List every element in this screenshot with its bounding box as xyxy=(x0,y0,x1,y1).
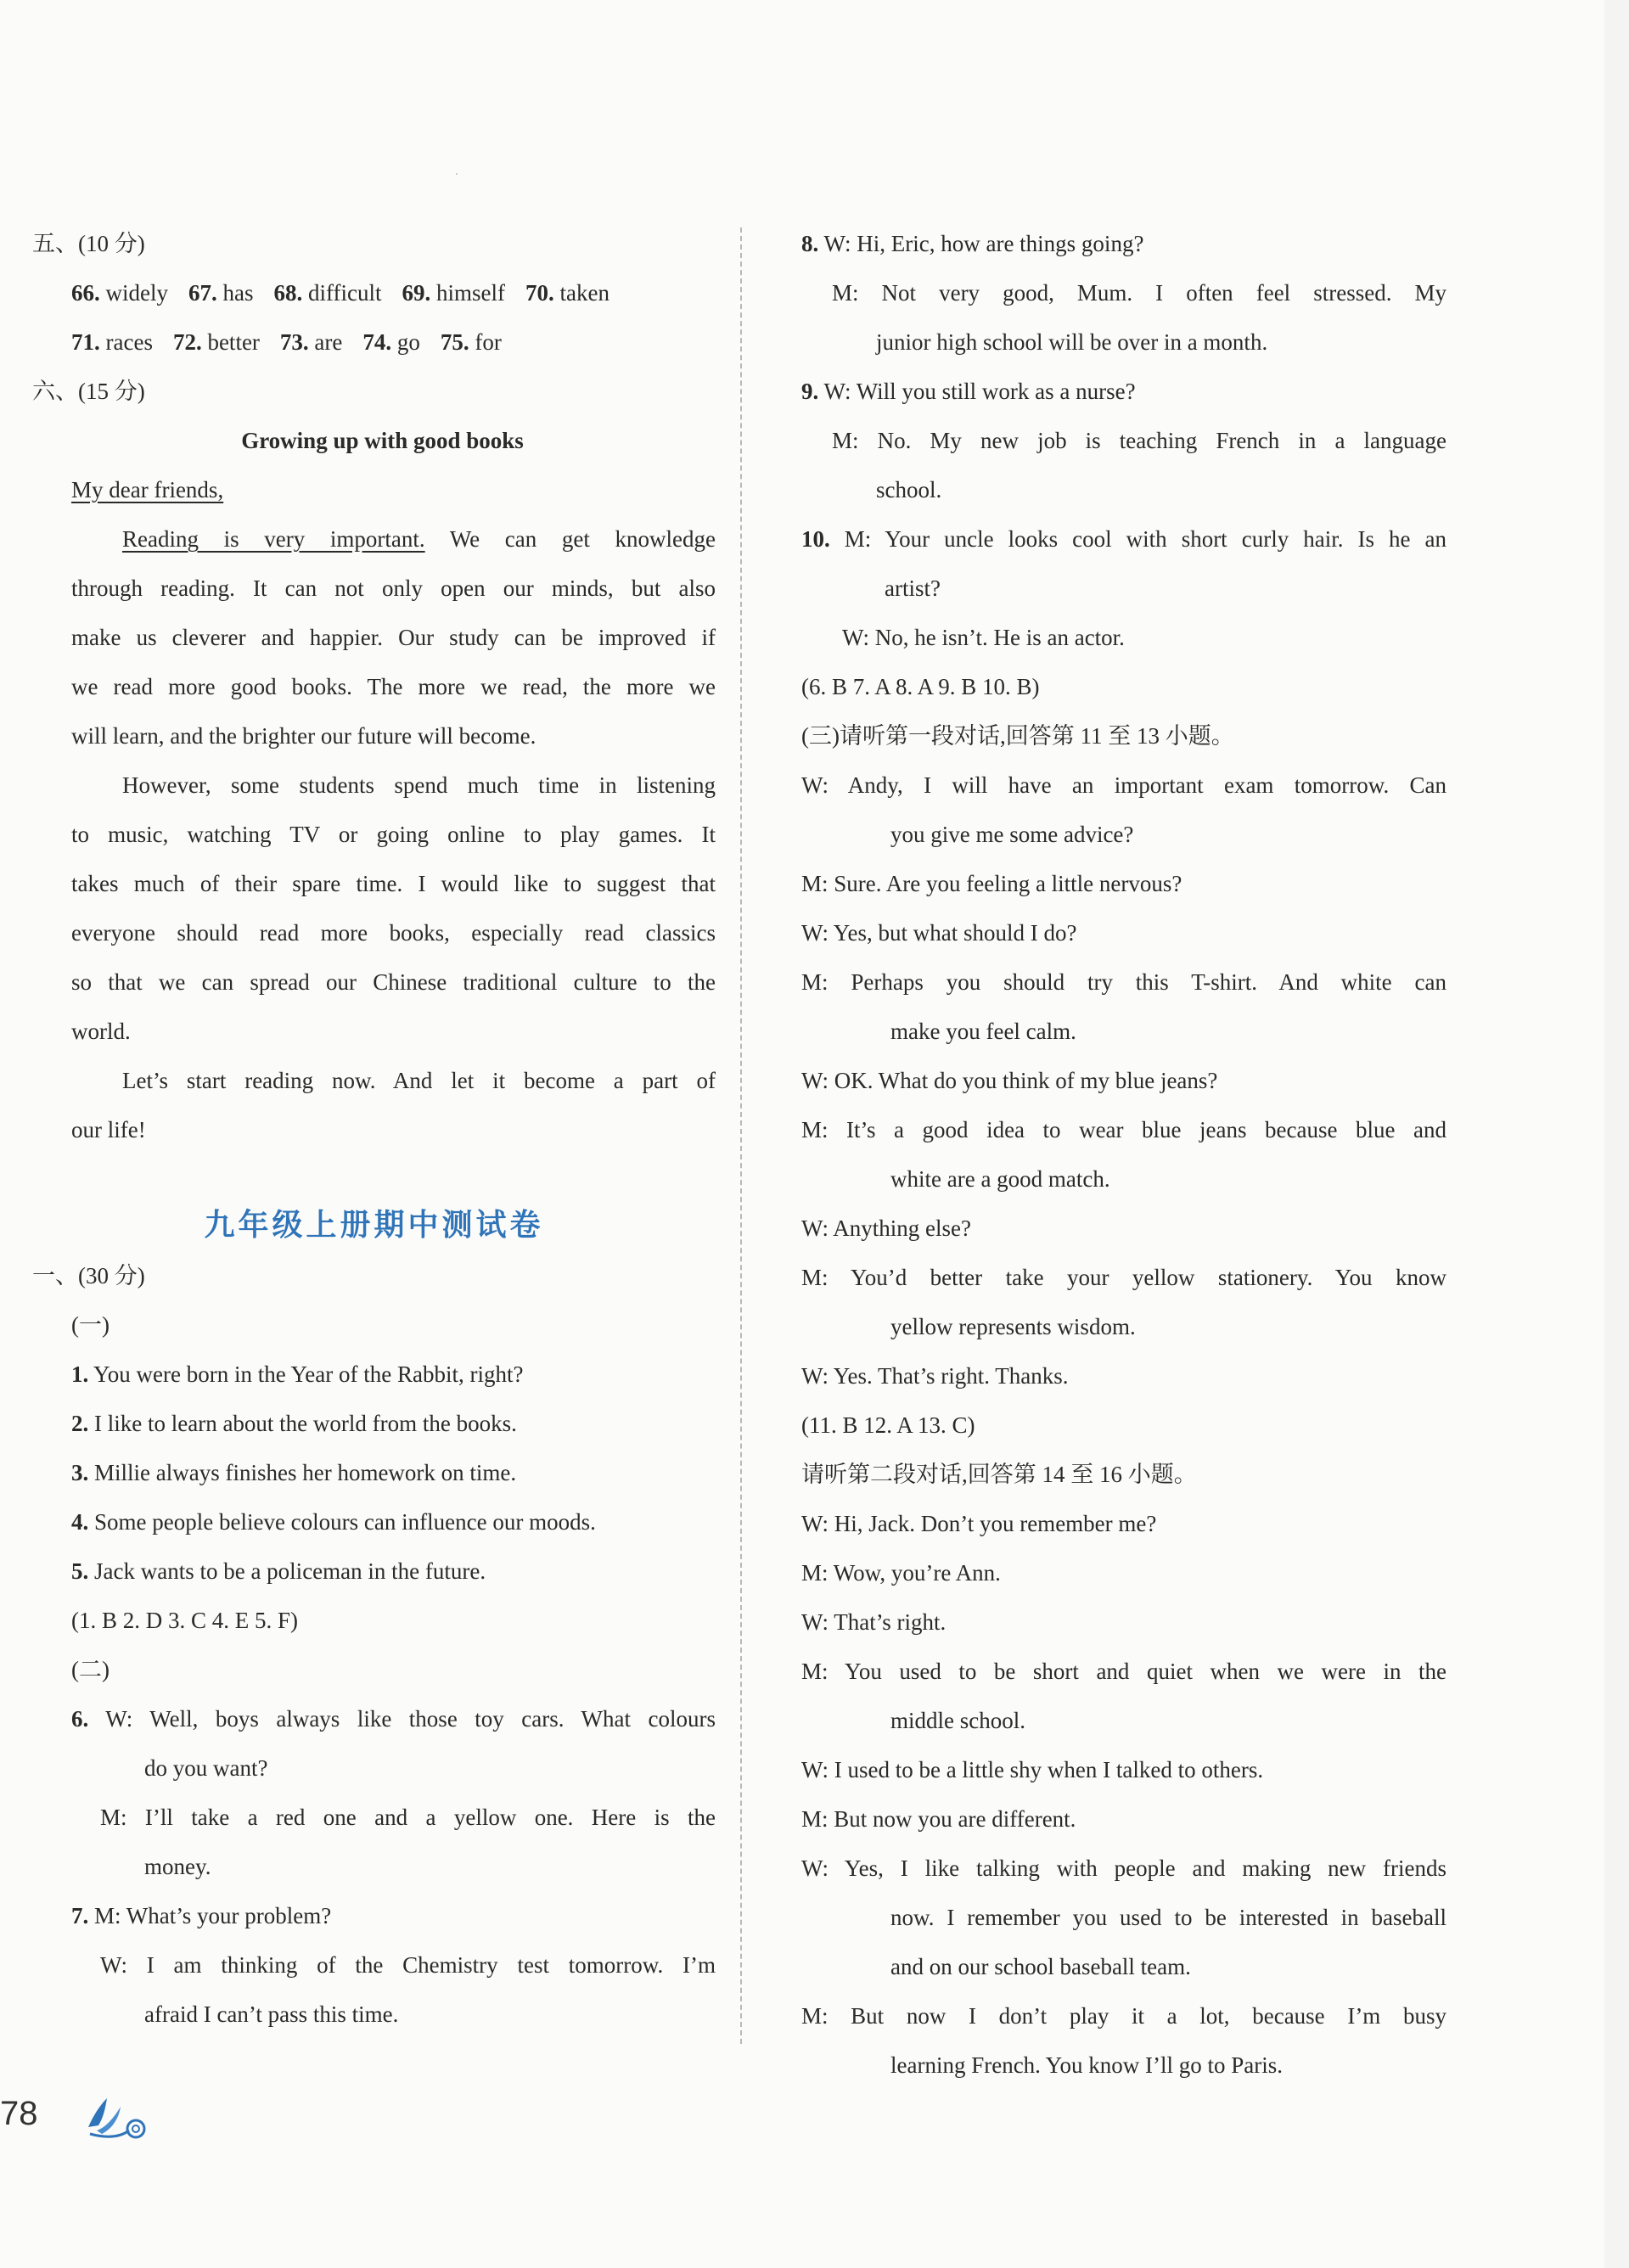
dialog-line: M: You used to be short and quiet when we were in the xyxy=(801,1659,1446,1684)
dialog-line: W: No, he isn’t. He is an actor. xyxy=(842,625,1125,650)
dialog-line: W: Anything else? xyxy=(801,1215,971,1241)
bird-swirl-logo-icon xyxy=(81,2090,158,2141)
dialog-line: W: OK. What do you think of my blue jeans? xyxy=(801,1068,1218,1093)
dialog-line: W: Yes, I like talking with people and making new friends xyxy=(801,1855,1446,1881)
answer-word: go xyxy=(391,329,420,355)
answer-number: 67. xyxy=(188,280,217,306)
dialog-line: W: I am thinking of the Chemistry test tomorrow. I’m xyxy=(100,1952,716,1978)
essay-line: takes much of their spare time. I would like to suggest that xyxy=(71,871,716,896)
question-number: 8. xyxy=(801,231,819,256)
answer-word: difficult xyxy=(302,280,382,306)
question-text: You were born in the Year of the Rabbit, right? xyxy=(93,1361,524,1387)
essay-line: so that we can spread our Chinese traditional culture to the xyxy=(71,969,716,995)
essay-line: everyone should read more books, especially read classics xyxy=(71,920,716,946)
dialog-line: M: It’s a good idea to wear blue jeans because blue and xyxy=(801,1117,1446,1142)
essay-text: We can get knowledge xyxy=(449,526,716,552)
question-5 xyxy=(32,1547,716,1596)
section-5-header: 五、(10 分) xyxy=(32,231,145,256)
answer-number: 74. xyxy=(362,329,392,355)
dialog-line: M: Not very good, Mum. I often feel stressed. My xyxy=(832,280,1446,306)
answer-word: better xyxy=(201,329,260,355)
dialog-line: artist? xyxy=(885,575,941,601)
dialog-2 xyxy=(801,1499,1446,2090)
dialog-line: you give me some advice? xyxy=(890,822,1134,847)
part-1-label: (一) xyxy=(71,1312,110,1338)
dialog-line: M: Perhaps you should try this T-shirt. And white can xyxy=(801,969,1446,995)
dialog-line: learning French. You know I’ll go to Paris. xyxy=(890,2052,1283,2078)
question-6-line-1 xyxy=(32,1694,716,1743)
dialog-line: W: Hi, Jack. Don’t you remember me? xyxy=(801,1511,1157,1536)
dialog-text: M: What’s your problem? xyxy=(94,1903,332,1928)
essay-line: make us cleverer and happier. Our study can be improved if xyxy=(71,625,716,650)
question-1 xyxy=(32,1350,716,1399)
question-text: Millie always finishes her homework on time. xyxy=(94,1460,517,1485)
dialog-text: W: Well, boys always like those toy cars. What colours xyxy=(105,1706,716,1732)
answer-key-1: (1. B 2. D 3. C 4. E 5. F) xyxy=(71,1608,299,1633)
question-number: 5. xyxy=(71,1558,89,1584)
question-7-line-1 xyxy=(32,1891,716,1940)
question-2 xyxy=(32,1399,716,1448)
column-divider xyxy=(740,227,742,2044)
answer-number: 70. xyxy=(525,280,554,306)
page-number: 78 xyxy=(0,2095,38,2132)
answer-word: races xyxy=(99,329,153,355)
essay-line: our life! xyxy=(71,1117,146,1142)
greeting-text: My dear friends, xyxy=(71,477,224,502)
answer-word: himself xyxy=(430,280,505,306)
section-1-header: 一、(30 分) xyxy=(32,1263,145,1288)
part-3-label: (三)请听第一段对话,回答第 11 至 13 小题。 xyxy=(801,723,1234,749)
dialog-line: money. xyxy=(144,1854,211,1879)
dialog-line: M: Sure. Are you feeling a little nervous? xyxy=(801,871,1182,896)
dialog-line: do you want? xyxy=(144,1755,268,1781)
answers-row-71-75 xyxy=(32,317,716,367)
dialog-line: W: Yes, but what should I do? xyxy=(801,920,1077,946)
answer-word: for xyxy=(469,329,502,355)
dialog-line: now. I remember you used to be interested in baseball xyxy=(890,1905,1446,1930)
essay-line: Let’s start reading now. And let it become a part of xyxy=(122,1068,716,1093)
dialog-line: school. xyxy=(876,477,942,502)
essay-p1-line-1 xyxy=(32,514,716,564)
question-9-line-1 xyxy=(801,367,1446,416)
dialog-line: W: That’s right. xyxy=(801,1609,947,1635)
dialog-text: W: Will you still work as a nurse? xyxy=(823,379,1136,404)
dialog-line: yellow represents wisdom. xyxy=(890,1314,1136,1339)
essay-title: Growing up with good books xyxy=(241,428,524,453)
right-column xyxy=(801,219,1446,2090)
dialog-line: M: Wow, you’re Ann. xyxy=(801,1560,1001,1586)
question-number: 7. xyxy=(71,1903,89,1928)
dialog-line: afraid I can’t pass this time. xyxy=(144,2001,399,2027)
question-4 xyxy=(32,1497,716,1547)
answer-number: 73. xyxy=(279,329,309,355)
question-number: 1. xyxy=(71,1361,89,1387)
dialog-line: junior high school will be over in a month. xyxy=(876,329,1268,355)
dialog-line: W: Yes. That’s right. Thanks. xyxy=(801,1363,1069,1389)
question-number: 10. xyxy=(801,526,830,552)
dialog-line: white are a good match. xyxy=(890,1166,1110,1192)
answer-key-3: (11. B 12. A 13. C) xyxy=(801,1412,975,1438)
topic-sentence: Reading is very important. xyxy=(122,526,425,552)
question-number: 3. xyxy=(71,1460,89,1485)
answer-key-2: (6. B 7. A 8. A 9. B 10. B) xyxy=(801,674,1040,699)
answer-number: 72. xyxy=(172,329,202,355)
dialog-line: W: Andy, I will have an important exam tomorrow. Can xyxy=(801,772,1446,798)
dialog-line: make you feel calm. xyxy=(890,1019,1076,1044)
dialog-line: M: But now you are different. xyxy=(801,1806,1076,1832)
left-column xyxy=(32,219,716,2039)
question-text: Some people believe colours can influence our moods. xyxy=(94,1509,596,1535)
dialog-line: M: No. My new job is teaching French in a language xyxy=(832,428,1446,453)
dialog-text: W: Hi, Eric, how are things going? xyxy=(823,231,1144,256)
part-4-label: 请听第二段对话,回答第 14 至 16 小题。 xyxy=(801,1462,1197,1487)
section-6-header: 六、(15 分) xyxy=(32,379,145,404)
answer-number: 66. xyxy=(71,280,100,306)
answer-number: 71. xyxy=(71,329,100,355)
scan-speck xyxy=(456,173,458,175)
answer-word: taken xyxy=(553,280,609,306)
answer-number: 69. xyxy=(402,280,431,306)
essay-line: However, some students spend much time in listening xyxy=(122,772,716,798)
question-number: 9. xyxy=(801,379,819,404)
dialog-line: middle school. xyxy=(890,1708,1025,1733)
essay-line: to music, watching TV or going online to play games. It xyxy=(71,822,716,847)
answer-number: 68. xyxy=(273,280,303,306)
test-title: 九年级上册期中测试卷 xyxy=(204,1208,544,1242)
essay-line: will learn, and the brighter our future will become. xyxy=(71,723,536,749)
answer-word: has xyxy=(216,280,254,306)
question-number: 4. xyxy=(71,1509,89,1535)
answer-word: are xyxy=(308,329,343,355)
dialog-line: M: But now I don’t play it a lot, because I’m busy xyxy=(801,2003,1446,2029)
answers-row-66-70 xyxy=(32,268,716,317)
question-text: Jack wants to be a policeman in the future. xyxy=(94,1558,486,1584)
essay-line: through reading. It can not only open our minds, but also xyxy=(71,575,716,601)
question-number: 6. xyxy=(71,1706,89,1732)
dialog-text: M: Your uncle looks cool with short curly hair. Is he an xyxy=(844,526,1446,552)
dialog-line: M: I’ll take a red one and a yellow one. Here is the xyxy=(100,1805,716,1830)
dialog-line: and on our school baseball team. xyxy=(890,1954,1191,1979)
essay-greeting xyxy=(32,465,716,514)
answer-word: widely xyxy=(99,280,168,306)
essay-line: world. xyxy=(71,1019,131,1044)
part-2-label: (二) xyxy=(71,1657,110,1682)
essay-line: we read more good books. The more we read, the more we xyxy=(71,674,716,699)
dialog-line: W: I used to be a little shy when I talked to others. xyxy=(801,1757,1264,1782)
dialog-line: M: You’d better take your yellow stationery. You know xyxy=(801,1265,1446,1290)
question-text: I like to learn about the world from the books. xyxy=(94,1411,517,1436)
question-3 xyxy=(32,1448,716,1497)
answer-number: 75. xyxy=(440,329,469,355)
question-number: 2. xyxy=(71,1411,89,1436)
question-8-line-1 xyxy=(801,219,1446,268)
dialog-1 xyxy=(801,761,1446,1401)
question-10-line-1 xyxy=(801,514,1446,564)
